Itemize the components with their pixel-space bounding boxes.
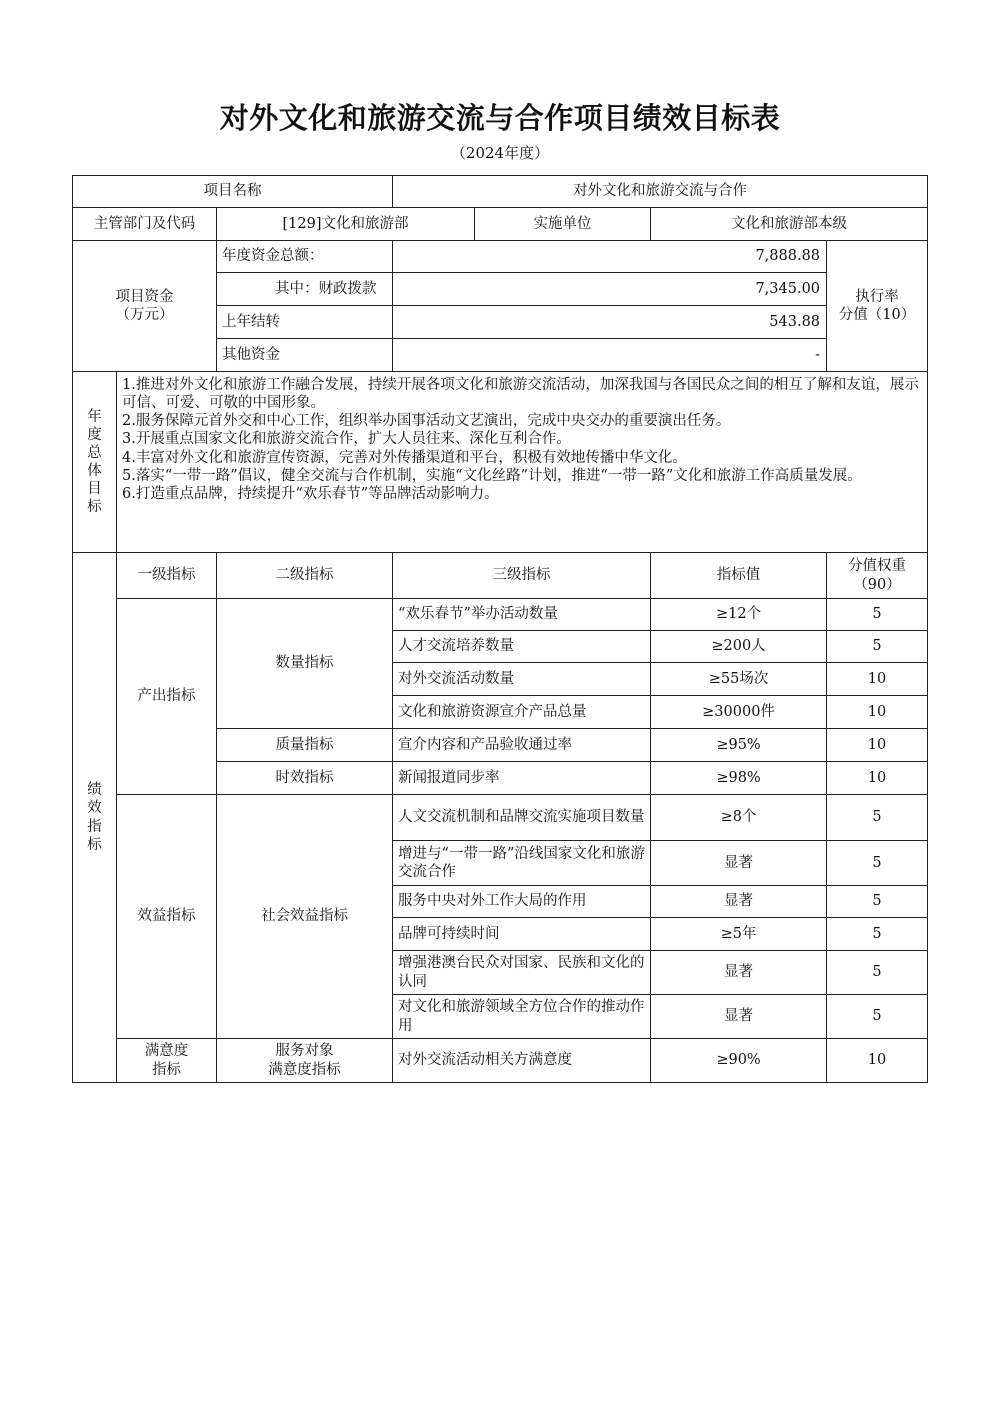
- indicator-name: 增强港澳台民众对国家、民族和文化的认同: [393, 951, 651, 995]
- indicator-value: ≥8个: [651, 795, 827, 841]
- indicator-name: 品牌可持续时间: [393, 918, 651, 951]
- funds-fiscal-label: 其中：财政拨款: [217, 273, 393, 306]
- indicators-label-char: 效: [87, 800, 102, 817]
- indicator-weight: 5: [827, 795, 928, 841]
- goals-label-char: 年: [87, 408, 102, 425]
- funds-total-label: 年度资金总额：: [217, 241, 393, 273]
- level2-quality: 质量指标: [217, 729, 393, 762]
- funds-fiscal-value: 7,345.00: [393, 273, 827, 306]
- header-weight-line1: 分值权重: [848, 558, 907, 575]
- indicator-value: ≥30000件: [651, 696, 827, 729]
- goal-item: 6.打造重点品牌，持续提升“欢乐春节”等品牌活动影响力。: [122, 485, 499, 502]
- dept-label: 主管部门及代码: [73, 208, 217, 241]
- funds-other-value: -: [393, 339, 827, 372]
- indicators-label: [73, 553, 117, 1083]
- indicator-weight: 5: [827, 886, 928, 918]
- goal-item: 1.推进对外文化和旅游工作融合发展，持续开展各项文化和旅游交流活动，加深我国与各国民众之间的相互了解和友谊，展示可信、可爱、可敬的中国形象。: [122, 377, 919, 412]
- indicator-weight: 5: [827, 841, 928, 886]
- header-value: 指标值: [651, 553, 827, 599]
- goal-item: 5.落实“一带一路”倡议，健全交流与合作机制，实施“文化丝路”计划，推进“一带一路”文化和旅游工作高质量发展。: [122, 467, 862, 484]
- level1-output: 产出指标: [117, 599, 217, 795]
- header-level2: 二级指标: [217, 553, 393, 599]
- level2-service-line1: 服务对象: [275, 1043, 334, 1060]
- funds-carryover-value: 543.88: [393, 306, 827, 339]
- funds-carryover-label: 上年结转: [217, 306, 393, 339]
- indicator-name: 文化和旅游资源宣介产品总量: [393, 696, 651, 729]
- funds-other-label: 其他资金: [217, 339, 393, 372]
- indicator-value: 显著: [651, 951, 827, 995]
- header-weight-line2: （90）: [853, 576, 901, 593]
- funds-total-value: 7,888.88: [393, 241, 827, 273]
- indicator-name: 服务中央对外工作大局的作用: [393, 886, 651, 918]
- level1-benefit: 效益指标: [117, 795, 217, 1039]
- dept-value: [129]文化和旅游部: [217, 208, 475, 241]
- goal-item: 2.服务保障元首外交和中心工作，组织举办国事活动文艺演出，完成中央交办的重要演出任务。: [122, 413, 731, 430]
- level2-timeliness: 时效指标: [217, 762, 393, 795]
- goals-label-char: 标: [87, 499, 102, 516]
- goal-item: 4.丰富对外文化和旅游宣传资源，完善对外传播渠道和平台，积极有效地传播中华文化。: [122, 449, 687, 466]
- funds-label-line1: 项目资金: [115, 288, 174, 305]
- exec-rate-line2: 分值（10）: [838, 307, 916, 323]
- performance-table: [72, 175, 928, 1083]
- indicators-label-char: 标: [87, 836, 102, 853]
- indicator-value: ≥55场次: [651, 663, 827, 696]
- header-level1: 一级指标: [117, 553, 217, 599]
- indicators-label-char: 绩: [87, 782, 102, 799]
- indicator-name: 增进与“一带一路”沿线国家文化和旅游交流合作: [393, 841, 651, 886]
- goal-item: 3.开展重点国家文化和旅游交流合作，扩大人员往来、深化互利合作。: [122, 431, 571, 448]
- project-name-value: 对外文化和旅游交流与合作: [393, 176, 928, 208]
- indicator-weight: 10: [827, 696, 928, 729]
- exec-rate-line1: 执行率: [855, 288, 899, 305]
- funds-label: [73, 241, 217, 372]
- indicator-name: 对外交流活动数量: [393, 663, 651, 696]
- page-subtitle: （2024年度）: [450, 144, 550, 162]
- indicator-value: ≥5年: [651, 918, 827, 951]
- indicator-name: 人才交流培养数量: [393, 631, 651, 663]
- indicator-weight: 10: [827, 663, 928, 696]
- indicator-weight: 5: [827, 631, 928, 663]
- goals-label-char: 体: [87, 463, 102, 479]
- level2-service-satisfaction: [217, 1039, 393, 1083]
- header-level3: 三级指标: [393, 553, 651, 599]
- indicator-weight: 5: [827, 995, 928, 1039]
- indicator-weight: 5: [827, 951, 928, 995]
- indicator-value: 显著: [651, 841, 827, 886]
- indicator-name: 新闻报道同步率: [393, 762, 651, 795]
- goals-label-char: 目: [87, 481, 102, 498]
- indicators-label-char: 指: [87, 818, 102, 835]
- indicator-name: 对外交流活动相关方满意度: [393, 1039, 651, 1083]
- level2-social: 社会效益指标: [217, 795, 393, 1039]
- impl-unit-value: 文化和旅游部本级: [651, 208, 928, 241]
- project-name-label: 项目名称: [73, 176, 393, 208]
- impl-unit-label: 实施单位: [475, 208, 651, 241]
- indicator-value: 显著: [651, 995, 827, 1039]
- level1-satisfaction-line1: 满意度: [144, 1043, 189, 1060]
- level2-quantity: 数量指标: [217, 599, 393, 729]
- indicator-value: ≥90%: [651, 1039, 827, 1083]
- indicator-name: 人文交流机制和品牌交流实施项目数量: [393, 795, 651, 841]
- indicator-value: ≥12个: [651, 599, 827, 631]
- goals-label-char: 总: [87, 444, 102, 461]
- indicator-weight: 10: [827, 1039, 928, 1083]
- indicator-value: ≥98%: [651, 762, 827, 795]
- level1-satisfaction-line2: 指标: [152, 1061, 181, 1078]
- header-weight: [827, 553, 928, 599]
- indicator-weight: 10: [827, 729, 928, 762]
- indicator-weight: 5: [827, 918, 928, 951]
- goals-label-char: 度: [87, 426, 102, 443]
- funds-label-line2: （万元）: [115, 307, 174, 323]
- indicator-value: ≥95%: [651, 729, 827, 762]
- page-title: 对外文化和旅游交流与合作项目绩效目标表: [219, 101, 781, 135]
- level2-service-line2: 满意度指标: [268, 1061, 341, 1078]
- indicator-name: 宣介内容和产品验收通过率: [393, 729, 651, 762]
- indicator-value: ≥200人: [651, 631, 827, 663]
- level1-satisfaction: [117, 1039, 217, 1083]
- indicator-weight: 5: [827, 599, 928, 631]
- exec-rate-cell: [827, 241, 928, 372]
- goals-content: [117, 372, 928, 553]
- indicator-weight: 10: [827, 762, 928, 795]
- goals-label: [73, 372, 117, 553]
- indicator-name: 对文化和旅游领域全方位合作的推动作用: [393, 995, 651, 1039]
- indicator-value: 显著: [651, 886, 827, 918]
- indicator-name: “欢乐春节”举办活动数量: [393, 599, 651, 631]
